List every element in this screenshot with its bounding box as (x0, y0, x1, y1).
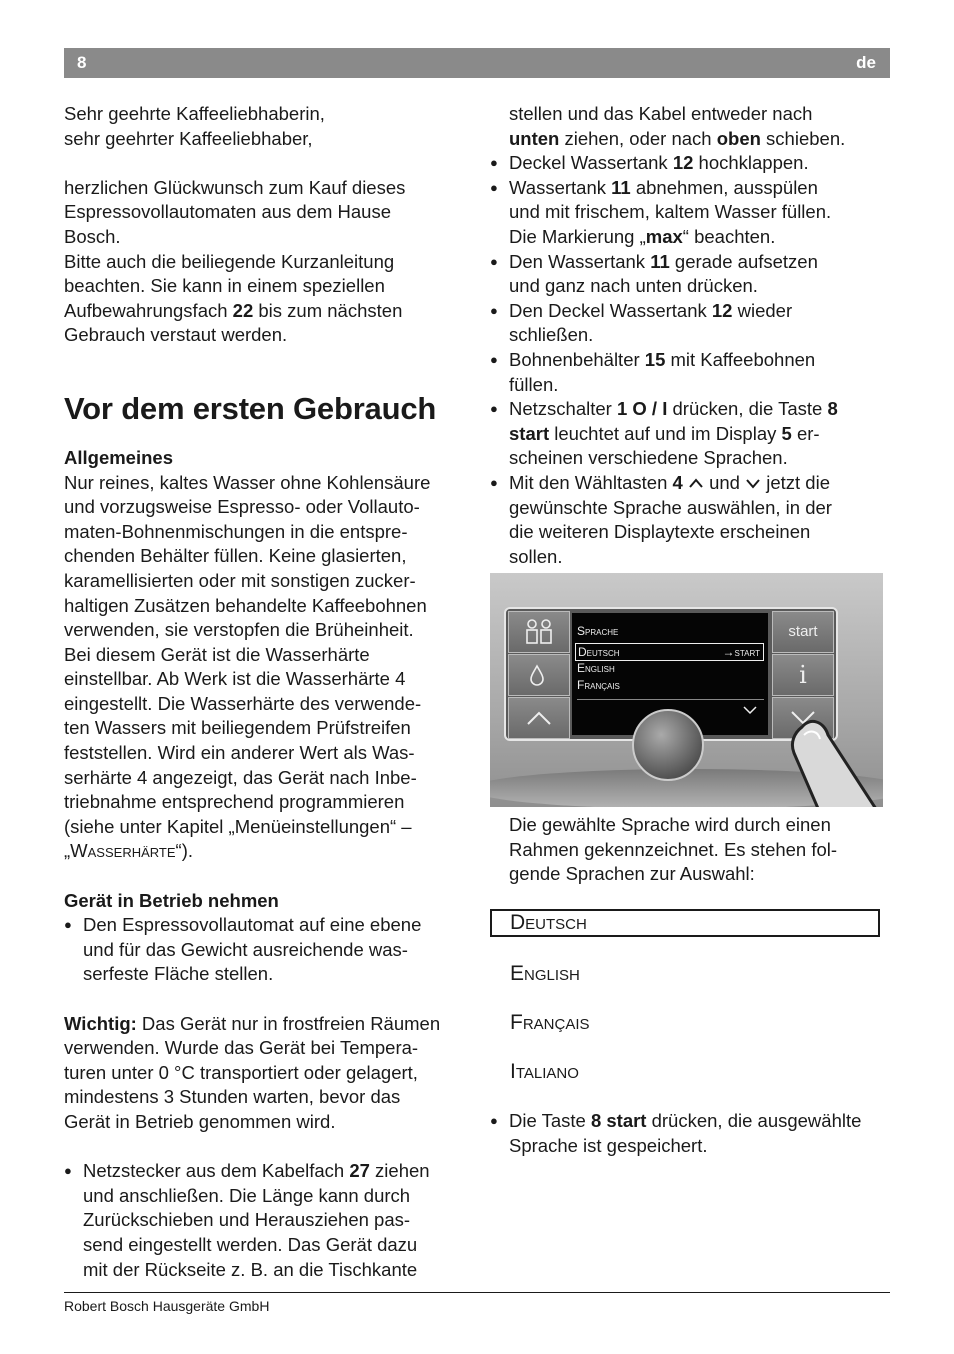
general-line: ten Wassers mit beiliegendem Prüfstreifen (64, 717, 411, 739)
general-line: „Wasserhärte“). (64, 840, 193, 862)
list-item: ● Den Wassertank 11 gerade aufsetzen und ganz nach unten drücken. (490, 250, 890, 299)
general-line: eingestellt. Die Wasserhärte des verwende- (64, 692, 422, 714)
list-item: ● Netzschalter 1 O / I drücken, die Taste 8 start leuchtet auf und im Display 5 er- scheinen verschiedene Sprachen. (490, 397, 890, 471)
rotary-knob (632, 709, 704, 781)
intro-line: beachten. Sie kann in einem speziellen (64, 275, 385, 297)
footer-divider (64, 1292, 890, 1293)
important-line: turen unter 0 °C transportiert oder gelagert, (64, 1061, 418, 1083)
language-option-selected: Deutsch (490, 909, 880, 937)
up-button (508, 697, 570, 739)
general-line: maten-Bohnenmischungen in die entspre- (64, 520, 408, 542)
list-item-continued: stellen und das Kabel entweder nach unten ziehen, oder nach oben schieben. (509, 103, 846, 149)
section-heading: Vor dem ersten Gebrauch (64, 390, 437, 426)
important-line: mindestens 3 Stunden warten, bevor das (64, 1086, 401, 1108)
greeting-line: sehr geehrter Kaffeeliebhaber, (64, 127, 313, 149)
start-button: start (772, 611, 834, 653)
display-selected-language: Deutsch →start (575, 643, 764, 661)
control-panel-photo (490, 573, 883, 807)
intro-line: Gebrauch verstaut werden. (64, 324, 288, 346)
paragraph: Die gewählte Sprache wird durch einen Rahmen gekennzeichnet. Es stehen fol- gende Sprachen zur Auswahl: (509, 814, 838, 885)
language-option: Français (510, 1011, 590, 1035)
greeting-line: Sehr geehrte Kaffeeliebhaberin, (64, 103, 325, 124)
chevron-down-icon (745, 476, 761, 490)
left-column (64, 102, 470, 1282)
general-line: (siehe unter Kapitel „Menüeinstellungen“ – (64, 815, 412, 837)
general-line: Nur reines, kaltes Wasser ohne Kohlensäure (64, 471, 431, 493)
language-option: Italiano (510, 1060, 579, 1084)
general-line: feststellen. Wird ein anderer Wert als Was- (64, 742, 415, 764)
language-option: English (510, 962, 580, 986)
chevron-down-icon (742, 705, 758, 715)
display-option: English (577, 661, 615, 676)
general-line: haltigen Zusätzen behandelte Kaffeebohnen (64, 594, 427, 616)
page-header-bar (64, 48, 890, 78)
footer-company: Robert Bosch Hausgeräte GmbH (64, 1298, 270, 1314)
finger-icon (780, 713, 883, 807)
general-line: triebnahme entsprechend programmieren (64, 791, 405, 813)
general-line: und vorzugsweise Espresso- oder Vollauto- (64, 496, 420, 518)
display-option: Français (577, 678, 620, 693)
intro-line: Bitte auch die beiliegende Kurzanleitung (64, 250, 395, 272)
list-item: ● Wassertank 11 abnehmen, ausspülen und mit frischem, kaltem Wasser füllen. Die Markierung „max“ beachten. (490, 176, 890, 250)
subheading: Allgemeines (64, 446, 173, 468)
general-line: Bei diesem Gerät ist die Wasserhärte (64, 643, 370, 665)
intro-line: herzlichen Glückwunsch zum Kauf dieses (64, 176, 406, 198)
important-line: verwenden. Wurde das Gerät bei Tempera- (64, 1037, 419, 1059)
intro-line: Aufbewahrungsfach 22 bis zum nächsten (64, 299, 403, 321)
drop-icon (527, 663, 551, 687)
bullet-icon: ● (490, 1113, 498, 1129)
bullet-icon: ● (490, 401, 498, 417)
people-icon (522, 618, 556, 646)
right-column (490, 102, 890, 1158)
coffee-for-two-button (508, 611, 570, 653)
important-line: Gerät in Betrieb genommen wird. (64, 1110, 336, 1132)
list-item: ● Mit den Wähltasten 4 und jetzt die gewünschte Sprache auswählen, in der die weiteren Displaytexte erscheinen sollen. (490, 471, 890, 569)
list-item: ● Deckel Wassertank 12 hochklappen. (490, 151, 890, 176)
general-line: chenden Behälter füllen. Keine glasierten, (64, 545, 407, 567)
bullet-icon: ● (490, 474, 498, 490)
bullet-icon: ● (490, 155, 498, 171)
intro-line: Bosch. (64, 225, 121, 247)
list-item: ● Den Espressovollautomat auf eine ebene und für das Gewicht ausreichende was- serfeste Fläche stellen. (64, 913, 470, 987)
water-button (508, 654, 570, 696)
page-number: 8 (77, 53, 87, 72)
display-title: Sprache (577, 624, 619, 639)
bullet-icon: ● (490, 351, 498, 367)
general-line: serhärte 4 angezeigt, das Gerät nach Inbe- (64, 766, 417, 788)
info-button: i (772, 654, 834, 696)
subheading: Gerät in Betrieb nehmen (64, 889, 279, 911)
list-item: ● Netzstecker aus dem Kabelfach 27 ziehen und anschließen. Die Länge kann durch Zurückschieben und Herausziehen pas- send eingestellt werden. Das Gerät dazu mit der Rückseite z. B. an die Tischkante (64, 1159, 470, 1282)
chevron-up-icon (688, 476, 704, 490)
bullet-icon: ● (64, 1163, 72, 1179)
list-item: ● Bohnenbehälter 15 mit Kaffeebohnen füllen. (490, 348, 890, 397)
list-item: ● Die Taste 8 start drücken, die ausgewählte Sprache ist gespeichert. (490, 1109, 890, 1158)
bullet-icon: ● (490, 179, 498, 195)
bullet-icon: ● (490, 253, 498, 269)
bullet-icon: ● (64, 917, 72, 933)
general-line: einstellbar. Ab Werk ist die Wasserhärte 4 (64, 668, 406, 690)
list-item: ● Den Deckel Wassertank 12 wieder schließen. (490, 299, 890, 348)
general-line: verwenden, sie verstopfen die Brüheinheit. (64, 619, 414, 641)
general-line: karamellisierten oder mit sonstigen zucker- (64, 569, 416, 591)
language-code: de (856, 53, 876, 72)
intro-line: Espressovollautomaten aus dem Hause (64, 201, 392, 223)
bullet-icon: ● (490, 302, 498, 318)
chevron-up-icon (526, 710, 552, 726)
important-line: Wichtig: Das Gerät nur in frostfreien Räumen (64, 1012, 441, 1034)
